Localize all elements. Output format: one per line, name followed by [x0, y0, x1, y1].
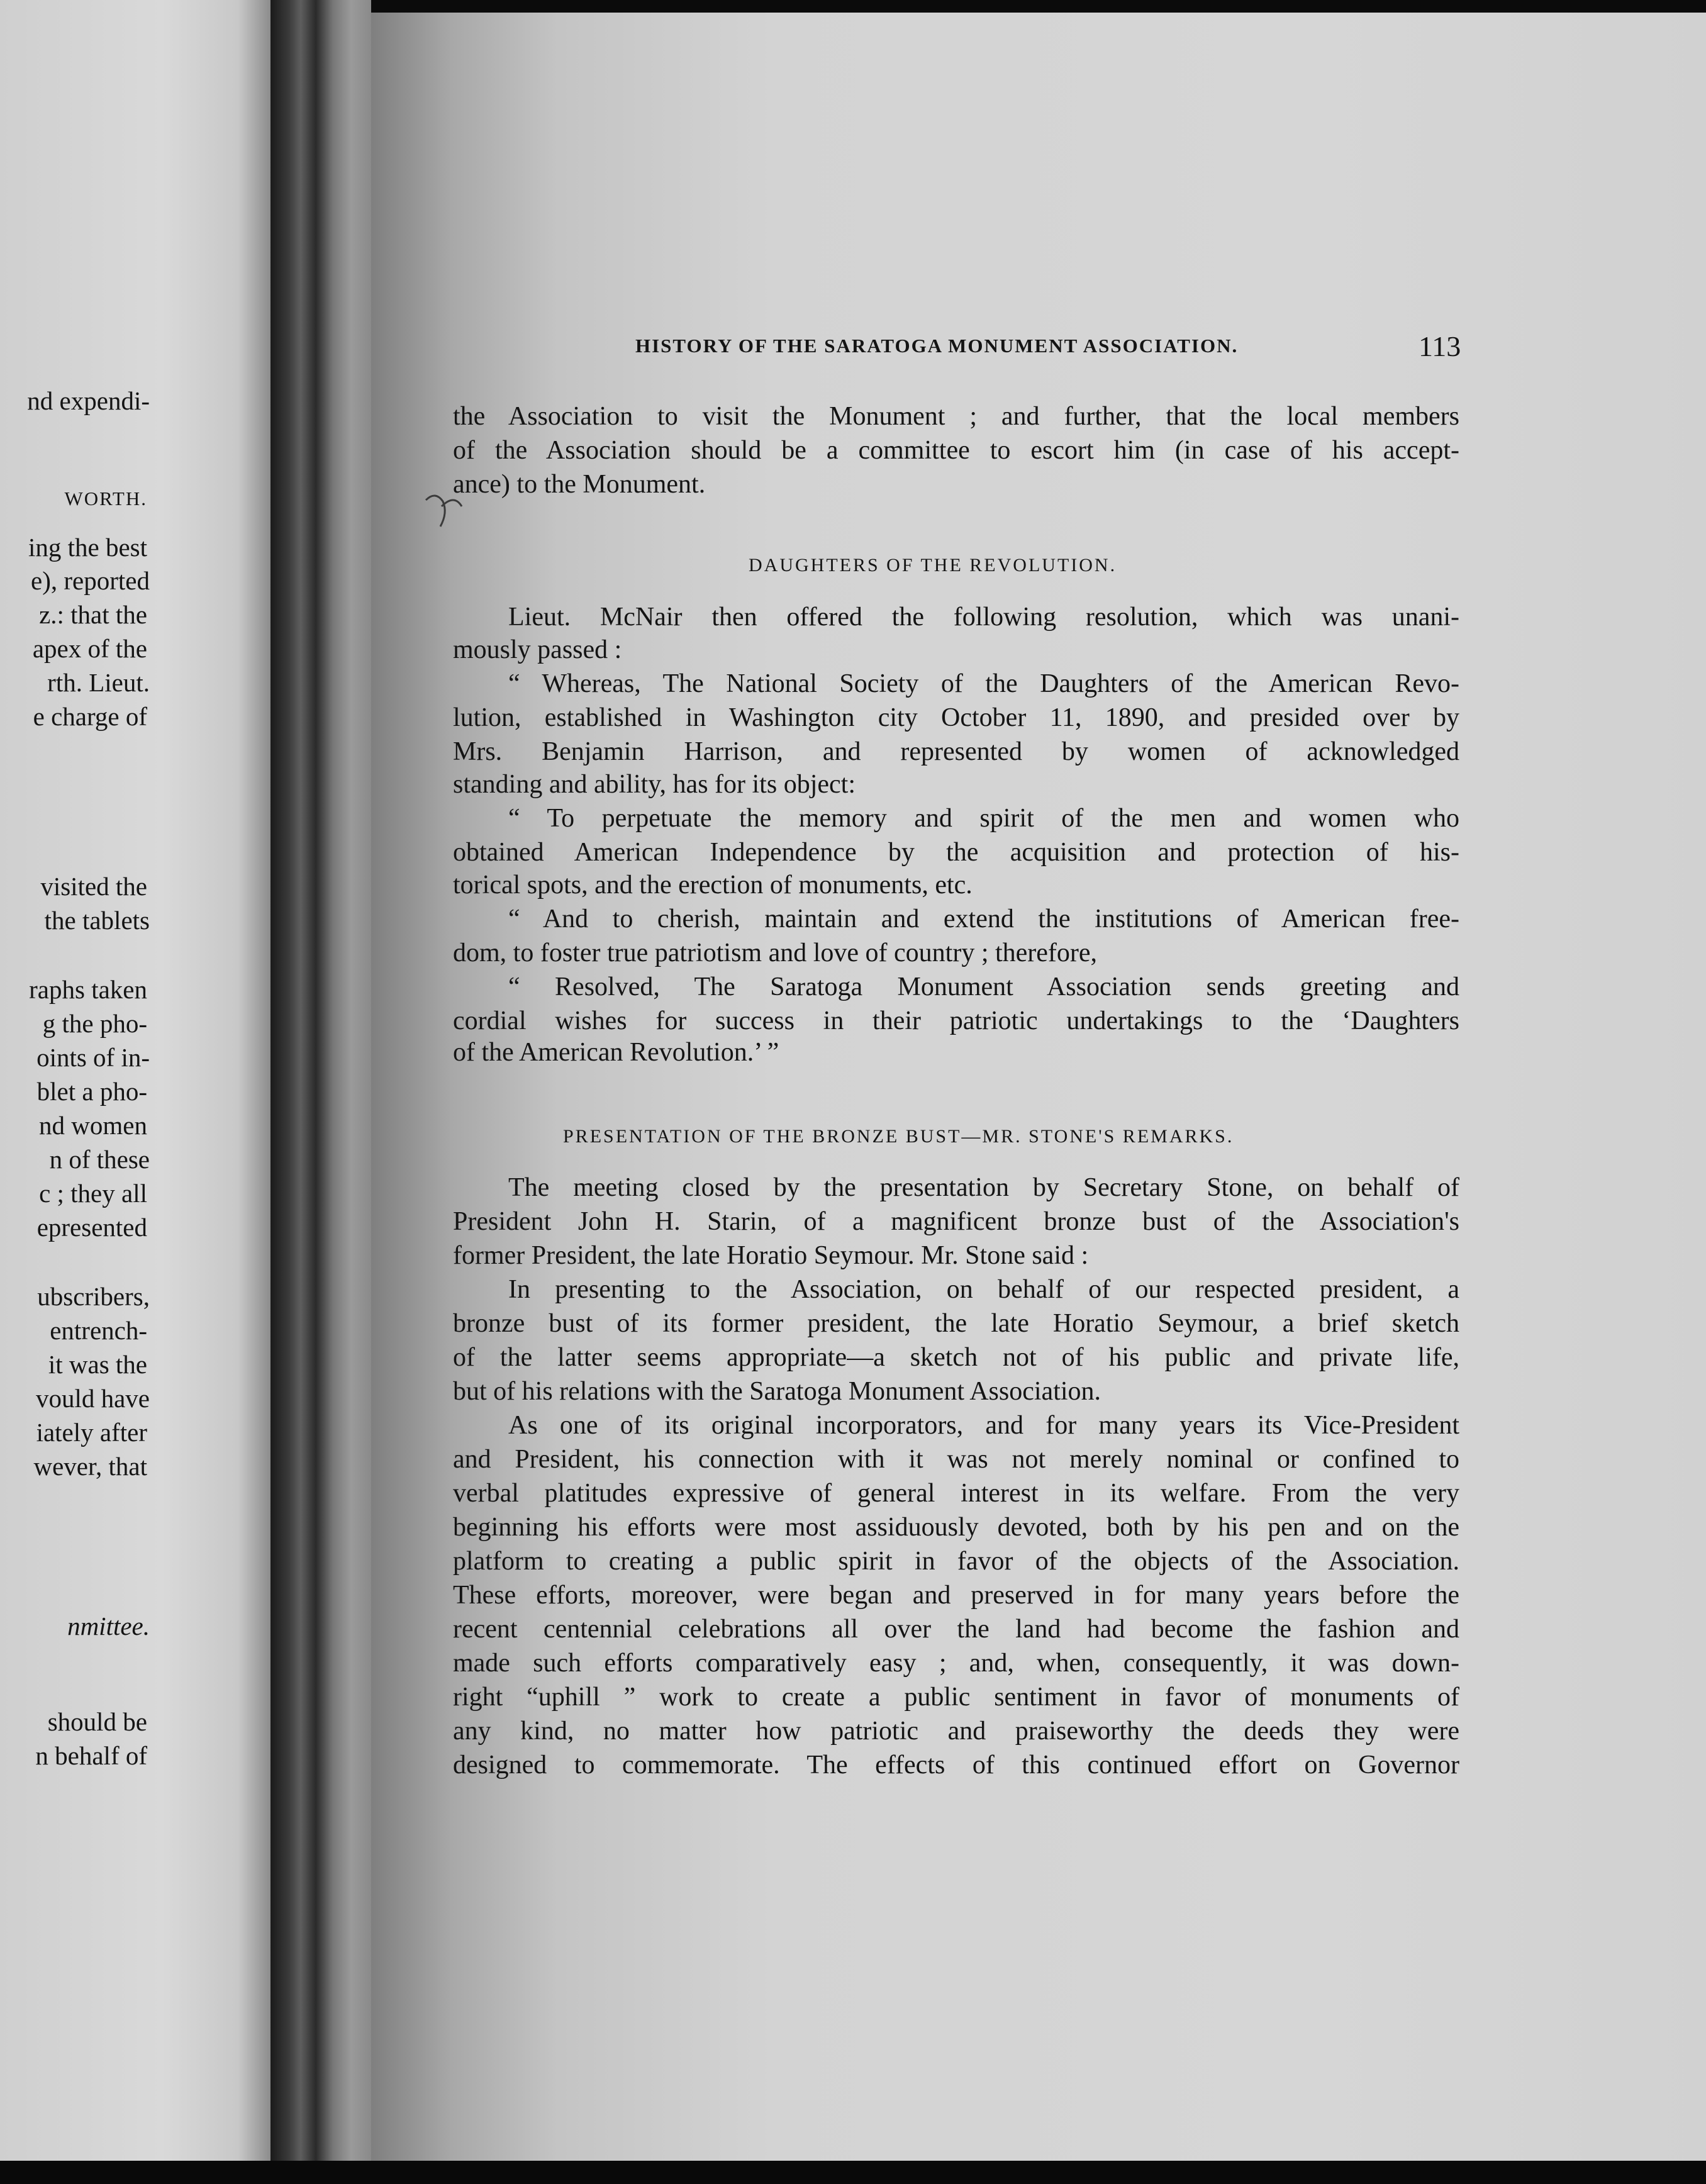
text-line: of the latter seems appropriate—a sketch not of his public and private life,: [453, 1343, 1459, 1372]
left-page-line: rth. Lieut.: [47, 668, 150, 697]
left-facing-page: [0, 0, 270, 2161]
text-line: standing and ability, has for its object:: [453, 770, 856, 799]
text-line: any kind, no matter how patriotic and praiseworthy the deeds they were: [453, 1717, 1459, 1746]
text-line: dom, to foster true patriotism and love of country ; therefore,: [453, 939, 1098, 967]
text-line: made such efforts comparatively easy ; and, when, consequently, it was down-: [453, 1649, 1459, 1678]
section-heading-daughters: DAUGHTERS OF THE REVOLUTION.: [749, 555, 1117, 576]
text-line: but of his relations with the Saratoga Monument Association.: [453, 1377, 1101, 1406]
text-line: Mrs. Benjamin Harrison, and represented by women of acknowledged: [453, 737, 1459, 766]
text-line: designed to commemorate. The effects of this continued effort on Governor: [453, 1751, 1459, 1780]
text-line: These efforts, moreover, were began and preserved in for many years before the: [453, 1581, 1459, 1610]
text-line: Lieut. McNair then offered the following resolution, which was unani-: [508, 603, 1459, 632]
text-line: As one of its original incorporators, and for many years its Vice-President: [508, 1411, 1459, 1440]
left-page-line: iately after: [36, 1418, 147, 1447]
text-line: torical spots, and the erection of monuments, etc.: [453, 871, 973, 900]
text-line: beginning his efforts were most assiduously devoted, both by his pen and on the: [453, 1513, 1459, 1542]
left-page-line: raphs taken: [29, 975, 147, 1004]
text-line: recent centennial celebrations all over the land had become the fashion and: [453, 1615, 1459, 1644]
text-line: of the American Revolution.’ ”: [453, 1038, 779, 1067]
text-line: President John H. Starin, of a magnificent bronze bust of the Association's: [453, 1207, 1459, 1236]
left-page-line: wever, that: [33, 1452, 147, 1481]
left-page-line: nmittee.: [67, 1612, 150, 1641]
running-head: HISTORY OF THE SARATOGA MONUMENT ASSOCIATION.: [635, 335, 1239, 357]
left-page-line: should be: [47, 1707, 147, 1736]
text-line: bronze bust of its former president, the late Horatio Seymour, a brief sketch: [453, 1309, 1459, 1338]
text-line: “ Resolved, The Saratoga Monument Association sends greeting and: [508, 972, 1459, 1001]
left-page-line: nd expendi-: [27, 386, 150, 415]
left-page-line: ing the best: [28, 533, 147, 562]
text-line: of the Association should be a committee to escort him (in case of his accept-: [453, 436, 1459, 465]
scan-bottom-edge: [0, 2161, 1706, 2184]
left-page-line: it was the: [48, 1350, 147, 1379]
left-page-line: epresented: [36, 1213, 147, 1242]
left-page-line: nd women: [39, 1111, 147, 1140]
text-line: mously passed :: [453, 635, 622, 664]
text-line: “ To perpetuate the memory and spirit of the men and women who: [508, 804, 1459, 833]
left-page-line: the tablets: [44, 906, 150, 935]
left-page-line: c ; they all: [39, 1179, 147, 1208]
text-line: cordial wishes for success in their patriotic undertakings to the ‘Daughters: [453, 1006, 1459, 1035]
text-line: platform to creating a public spirit in favor of the objects of the Association.: [453, 1547, 1459, 1576]
left-page-line: g the pho-: [42, 1009, 147, 1038]
text-line: obtained American Independence by the acquisition and protection of his-: [453, 838, 1459, 867]
left-page-line: n behalf of: [35, 1741, 147, 1770]
left-page-line: e), reported: [31, 566, 150, 595]
text-line: The meeting closed by the presentation by Secretary Stone, on behalf of: [508, 1173, 1459, 1202]
left-page-line: blet a pho-: [36, 1077, 147, 1106]
text-line: and President, his connection with it was not merely nominal or confined to: [453, 1445, 1459, 1474]
text-line: “ And to cherish, maintain and extend the institutions of American free-: [508, 905, 1459, 933]
text-line: ance) to the Monument.: [453, 470, 706, 499]
left-page-line: WORTH.: [64, 488, 147, 510]
text-line: “ Whereas, The National Society of the Daughters of the American Revo-: [508, 669, 1459, 698]
page-number: 113: [1419, 330, 1461, 362]
left-page-line: entrench-: [50, 1316, 147, 1345]
left-page-line: apex of the: [32, 634, 147, 663]
left-page-line: vould have: [35, 1384, 150, 1413]
left-page-line: n of these: [49, 1145, 150, 1174]
text-line: former President, the late Horatio Seymour. Mr. Stone said :: [453, 1241, 1089, 1270]
text-line: right “uphill ” work to create a public sentiment in favor of monuments of: [453, 1683, 1459, 1712]
left-page-line: oints of in-: [36, 1043, 150, 1072]
left-page-line: ubscribers,: [37, 1282, 150, 1311]
book-gutter: [270, 0, 371, 2184]
section-heading-bronze-bust: PRESENTATION OF THE BRONZE BUST—MR. STONE'S REMARKS.: [563, 1126, 1234, 1147]
text-line: lution, established in Washington city October 11, 1890, and presided over by: [453, 703, 1459, 732]
text-line: the Association to visit the Monument ; and further, that the local members: [453, 402, 1459, 431]
left-page-line: z.: that the: [39, 600, 147, 629]
text-line: In presenting to the Association, on behalf of our respected president, a: [508, 1275, 1459, 1304]
left-page-line: e charge of: [33, 702, 147, 731]
left-page-line: visited the: [40, 872, 147, 901]
text-line: verbal platitudes expressive of general interest in its welfare. From the very: [453, 1479, 1459, 1508]
